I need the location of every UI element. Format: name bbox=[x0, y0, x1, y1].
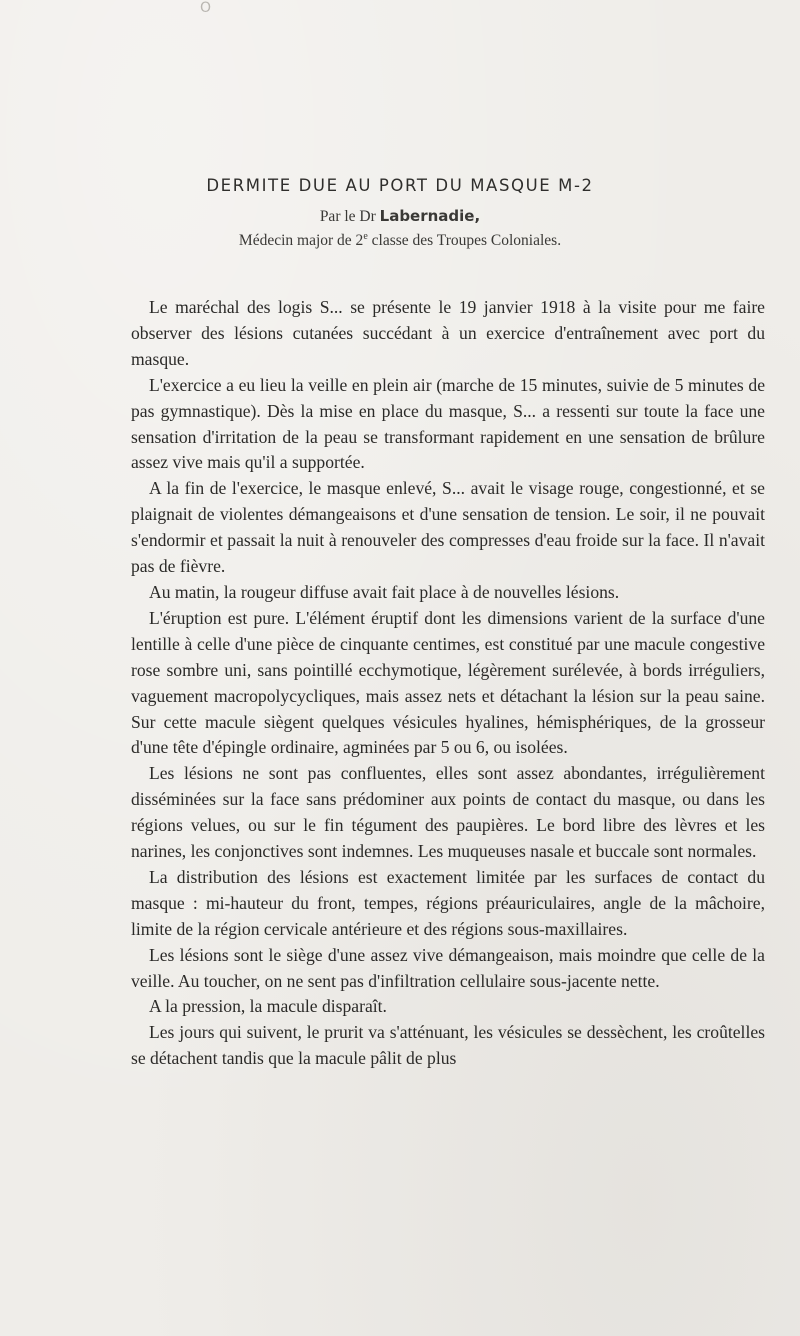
paragraph: A la pression, la macule disparaît. bbox=[149, 996, 387, 1017]
affiliation-superscript: e bbox=[363, 231, 368, 242]
article-title: DERMITE DUE AU PORT DU MASQUE M-2 bbox=[206, 176, 594, 195]
paragraph: A la fin de l'exercice, le masque enlevé, S... avait le visage rouge, congestionné, et se plaignait de violentes démangeaisons et d'une sensation de tension. Le soir, il ne pouvait s'endormir et passait la nuit à renouveler des compresses d'eau froide sur la face. Il n'avait pas de fièvre. bbox=[131, 478, 765, 577]
affiliation-before: Médecin major de 2 bbox=[238, 232, 364, 250]
paragraph: Au matin, la rougeur diffuse avait fait place à de nouvelles lésions. bbox=[149, 581, 620, 602]
affiliation-after: classe des Troupes Coloniales. bbox=[367, 232, 562, 250]
paragraph: Le maréchal des logis S... se présente le 19 janvier 1918 à la visite pour me faire observer des lésions cutanées succédant à un exercice d'entraînement avec port du masque. bbox=[131, 297, 765, 369]
author-name: Labernadie, bbox=[379, 207, 481, 225]
byline-prefix: Par le Dr bbox=[319, 208, 380, 225]
paragraph: La distribution des lésions est exactement limitée par les surfaces de contact du masque : mi-hauteur du front, tempes, régions préauriculaires, angle de la mâchoire, limite de la région cervicale antérieure et des régions sous-maxillaires. bbox=[131, 866, 765, 939]
paragraph: Les lésions sont le siège d'une assez vive démangeaison, mais moindre que celle de la veille. Au toucher, on ne sent pas d'infiltration cellulaire sous-jacente nette. bbox=[131, 944, 765, 991]
author-affiliation bbox=[0, 231, 800, 250]
paragraph: Les lésions ne sont pas confluentes, elles sont assez abondantes, irrégulièrement disséminées sur la face sans prédominer aux points de contact du masque, ou dans les régions velues, ou sur le fin tégument des paupières. Le bord libre des lèvres et les narines, les conjonctives sont indemnes. Les muqueuses nasale et buccale sont normales. bbox=[131, 763, 765, 862]
paragraph: Les jours qui suivent, le prurit va s'atténuant, les vésicules se dessèchent, les croûtelles se détachent tandis que la macule pâlit de plus bbox=[131, 1022, 765, 1069]
paragraph: L'éruption est pure. L'élément éruptif dont les dimensions varient de la surface d'une lentille à celle d'une pièce de cinquante centimes, est constitué par une macule congestive rose sombre uni, sans pointillé ecchymotique, légèrement surélevée, à bords irréguliers, vaguement macropolycycliques, mais assez nets et détachant la lésion sur la peau saine. Sur cette macule siègent quelques vésicules hyalines, hémisphériques, de la grosseur d'une tête d'épingle ordinaire, agminées par 5 ou 6, ou isolées. bbox=[131, 607, 765, 758]
page-mark: O bbox=[200, 0, 212, 16]
byline bbox=[0, 207, 800, 226]
paragraph: L'exercice a eu lieu la veille en plein air (marche de 15 minutes, suivie de 5 minutes de pas gymnastique). Dès la mise en place du masque, S... a ressenti sur toute la face une sensation d'irritation de la peau se transformant rapidement en une sensation de brûlure assez vive mais qu'il a supportée. bbox=[131, 374, 765, 473]
article-body bbox=[131, 295, 765, 1072]
